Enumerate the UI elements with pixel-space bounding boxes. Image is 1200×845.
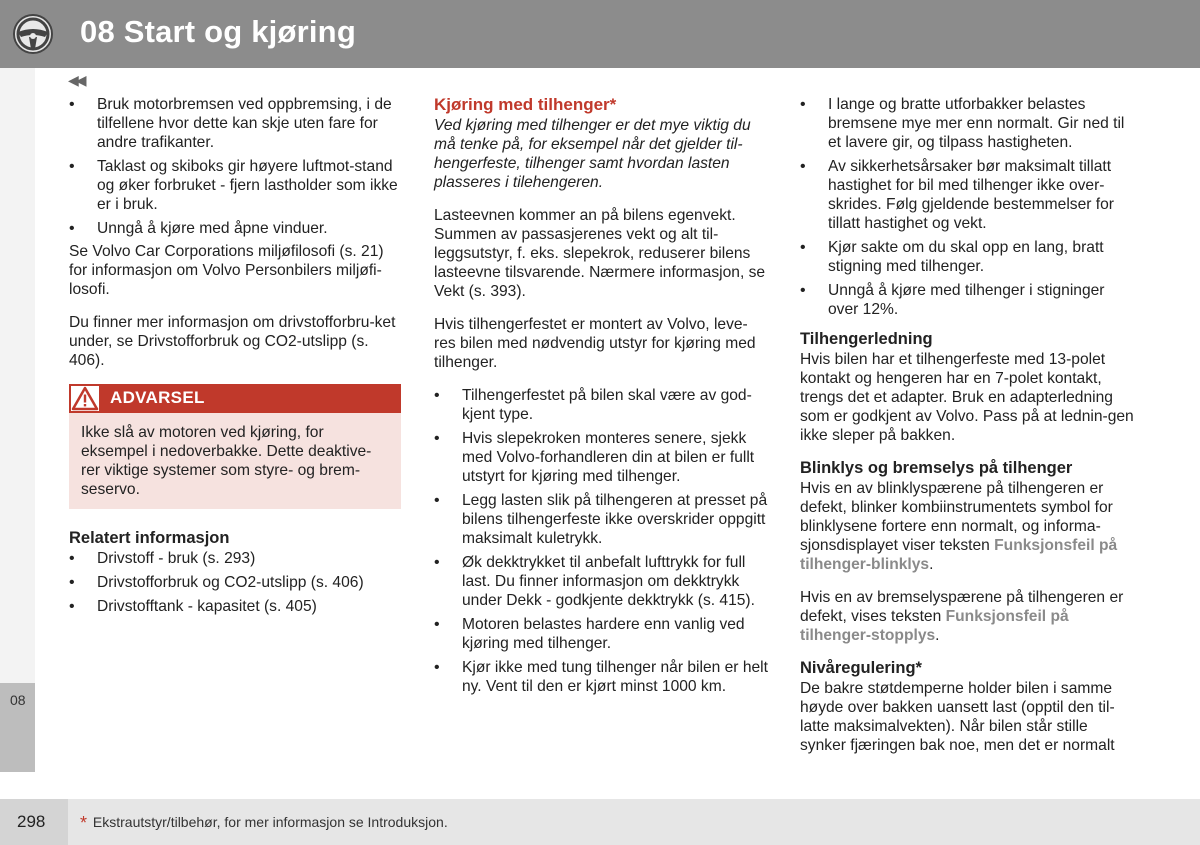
warning-triangle-icon	[71, 386, 99, 411]
list-item: • Unngå å kjøre med åpne vinduer.	[69, 219, 404, 238]
text-segment: Hvis en av bremselyspærene på tilhengeren er defekt, vises teksten	[800, 589, 1124, 625]
subheading-trailer-lights: Blinklys og bremselys på tilhenger	[800, 459, 1073, 477]
steering-wheel-icon	[0, 0, 68, 68]
warning-text: Ikke slå av motoren ved kjøring, for eksempel i nedoverbakke. Dette deaktive-rer viktige systemer som styre- og brem-seservo.	[69, 413, 401, 509]
list-item: • Taklast og skiboks gir høyere luftmot-stand og øker forbruket - fjern lastholder som ikke er i bruk.	[69, 157, 404, 214]
display-message: Funksjonsfeil på tilhenger-blinklys	[800, 537, 1118, 573]
subheading-trailer-cable: Tilhengerledning	[800, 330, 933, 348]
paragraph: Hvis bilen har et tilhengerfeste med 13-polet kontakt og hengeren har en 7-polet kontakt, trengs det et adapter. Bruk en adapterledning som er godkjent av Volvo. Pass på at lednin-gen ikke sleper på bakken.	[800, 351, 1134, 444]
footnote-text: Ekstrautstyr/tilbehør, for mer informasjon se Introduksjon.	[92, 814, 448, 830]
related-info-heading: Relatert informasjon	[69, 529, 230, 547]
warning-header	[69, 384, 401, 413]
list-item: • Hvis slepekroken monteres senere, sjekk med Volvo-forhandleren din at bilen er fullt utstyrt for kjøring med tilhenger.	[434, 429, 769, 486]
related-link[interactable]: • Drivstofforbruk og CO2-utslipp (s. 406)	[69, 573, 404, 592]
warning-icon-box	[69, 384, 101, 413]
list-item: • Unngå å kjøre med tilhenger i stigninger over 12%.	[800, 281, 1135, 319]
text-segment: .	[935, 627, 940, 644]
paragraph	[800, 588, 1135, 645]
footnote	[80, 813, 448, 834]
column-1	[69, 95, 404, 621]
footnote-star: *	[80, 813, 88, 833]
list-item: • Øk dekktrykket til anbefalt lufttrykk for full last. Du finner informasjon om dekktrykk under Dekk - godkjente dekktrykk (s. 415).	[434, 553, 769, 610]
warning-title: ADVARSEL	[110, 388, 205, 407]
list-item: • Legg lasten slik på tilhengeren at presset på bilens tilhengerfeste ikke overskrider oppgitt maksimalt kuletrykk.	[434, 491, 769, 548]
page-number: 298	[17, 812, 46, 831]
fuel-tips-list	[69, 95, 404, 238]
column-3	[800, 95, 1135, 769]
list-item: • Motoren belastes hardere enn vanlig ved kjøring med tilhenger.	[434, 615, 769, 653]
towing-tips-list	[434, 386, 769, 696]
list-item: • I lange og bratte utforbakker belastes bremsene mye mer enn normalt. Gir ned til et lavere gir, og tilpass hastigheten.	[800, 95, 1135, 152]
section-title: Kjøring med tilhenger*	[434, 95, 617, 114]
text-segment: Hvis en av blinklyspærene på tilhengeren er defekt, blinker kombiinstrumentets symbol for blinklysene fortere enn normalt, og informa-sjonsdisplayet viser teksten	[800, 480, 1113, 554]
list-item: • Kjør ikke med tung tilhenger når bilen er helt ny. Vent til den er kjørt minst 1000 km.	[434, 658, 769, 696]
related-link[interactable]: • Drivstofftank - kapasitet (s. 405)	[69, 597, 404, 616]
column-2	[434, 95, 769, 701]
paragraph: De bakre støtdemperne holder bilen i samme høyde over bakken uansett last (opptil den til-latte maksimalvekten). Når bilen står stille synker fjæringen bak noe, men det er normalt	[800, 680, 1115, 754]
paragraph: Se Volvo Car Corporations miljøfilosofi (s. 21) for informasjon om Volvo Personbilers miljøfi-losofi.	[69, 243, 384, 298]
chapter-icon-box	[0, 0, 68, 68]
list-item: • Kjør sakte om du skal opp en lang, bratt stigning med tilhenger.	[800, 238, 1135, 276]
paragraph: Lasteevnen kommer an på bilens egenvekt. Summen av passasjerenes vekt og alt til-leggsutstyr, f. eks. slepekrok, reduserer bilens lasteevne tilsvarende. Nærmere informasjon, se Vekt (s. 393).	[434, 207, 766, 300]
list-item: • Bruk motorbremsen ved oppbremsing, i de tilfellene hvor dette kan skje uten fare for andre trafikanter.	[69, 95, 404, 152]
back-navigation-icon[interactable]: ◀◀	[68, 72, 84, 88]
related-link[interactable]: • Drivstoff - bruk (s. 293)	[69, 549, 404, 568]
section-intro: Ved kjøring med tilhenger er det mye viktig du må tenke på, for eksempel når det gjelder til-hengerfeste, tilhenger samt hvordan lasten plasseres i tilehengeren.	[434, 117, 751, 191]
towing-tips-list-continued	[800, 95, 1135, 319]
paragraph: Hvis tilhengerfestet er montert av Volvo, leve-res bilen med nødvendig utstyr for kjøring med tilhenger.	[434, 316, 756, 371]
text-segment: .	[929, 556, 934, 573]
subheading-level-control: Nivåregulering*	[800, 659, 922, 677]
list-item: • Av sikkerhetsårsaker bør maksimalt tillatt hastighet for bil med tilhenger ikke over-skrides. Følg gjeldende bestemmelser for tillatt hastighet og vekt.	[800, 157, 1135, 233]
paragraph: Du finner mer informasjon om drivstofforbru-ket under, se Drivstofforbruk og CO2-utslipp (s. 406).	[69, 314, 396, 369]
chapter-side-tab-label: 08	[10, 692, 26, 708]
display-message: Funksjonsfeil på tilhenger-stopplys	[800, 608, 1069, 644]
chapter-title: 08 Start og kjøring	[80, 14, 356, 49]
chapter-side-tab	[0, 68, 35, 772]
paragraph	[800, 479, 1135, 574]
related-info-list	[69, 549, 404, 616]
warning-box	[69, 384, 401, 509]
list-item: • Tilhengerfestet på bilen skal være av god-kjent type.	[434, 386, 769, 424]
